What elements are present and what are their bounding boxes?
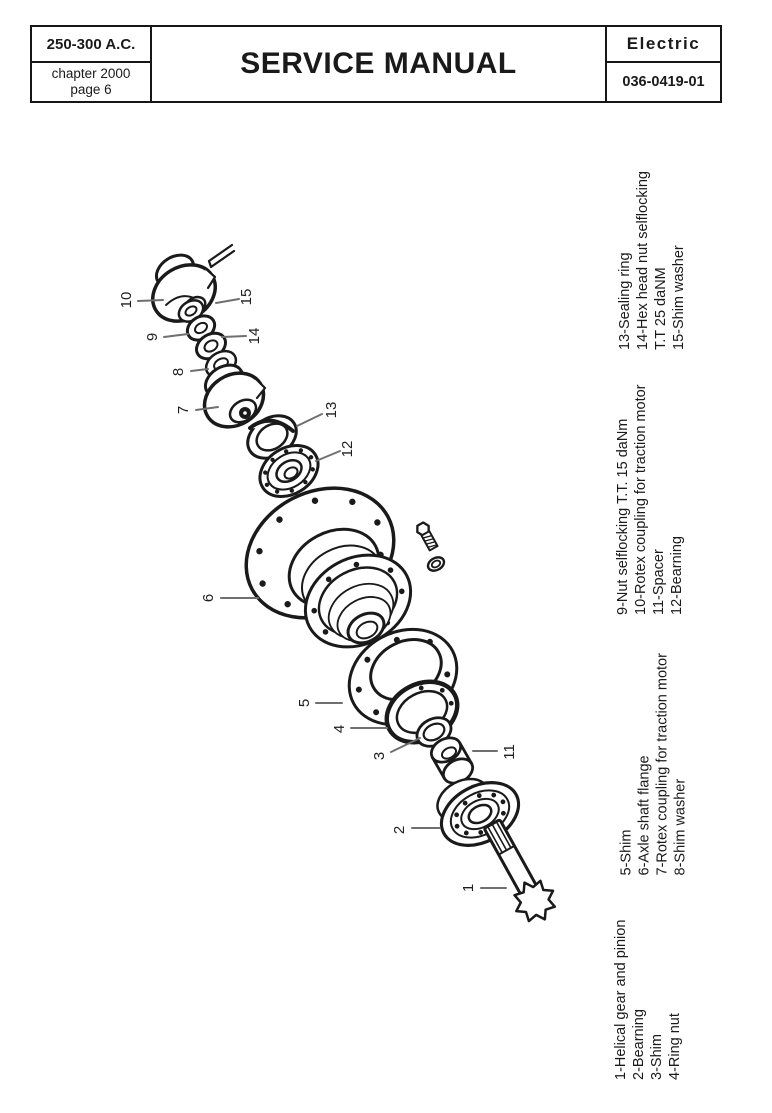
part-label-8: 8 bbox=[169, 367, 187, 377]
legend-line: 14-Hex head nut selflocking bbox=[635, 171, 651, 350]
legend-parts-5-8 bbox=[618, 641, 690, 876]
legend-parts-13-15 bbox=[616, 160, 688, 350]
legend-line: 10-Rotex coupling for traction motor bbox=[633, 384, 649, 615]
legend-line: 5-Shim bbox=[618, 829, 635, 876]
legend-parts-1-4 bbox=[612, 910, 684, 1080]
doc-number-label: 036-0419-01 bbox=[622, 74, 705, 90]
pin-part bbox=[209, 245, 234, 267]
bolt-part bbox=[415, 521, 447, 573]
part-label-11: 11 bbox=[500, 744, 518, 760]
part-label-13: 13 bbox=[322, 401, 340, 419]
model-label: 250-300 A.C. bbox=[32, 27, 150, 63]
legend-line: 2-Bearning bbox=[631, 1009, 647, 1080]
legend-line: 13-Sealing ring bbox=[617, 252, 633, 350]
legend-line: 11-Spacer bbox=[651, 549, 667, 615]
page-number-label: page 6 bbox=[70, 82, 112, 97]
legend-line: 9-Nut selflocking T.T. 15 daNm bbox=[615, 418, 631, 615]
part-label-6: 6 bbox=[199, 593, 217, 603]
legend-line: 3-Shim bbox=[649, 1034, 665, 1080]
legend-line: 12-Bearning bbox=[669, 536, 685, 615]
part-label-12: 12 bbox=[338, 440, 356, 458]
part-label-5: 5 bbox=[295, 698, 313, 708]
legend-line: 8-Shim washer bbox=[672, 778, 689, 876]
part-label-7: 7 bbox=[174, 405, 192, 415]
part-label-2: 2 bbox=[390, 825, 408, 835]
part-label-15: 15 bbox=[237, 288, 255, 306]
part-label-3: 3 bbox=[370, 751, 388, 761]
legend-line: T.T 25 daNM bbox=[653, 267, 669, 350]
bolt-washer bbox=[426, 555, 447, 574]
part-label-4: 4 bbox=[330, 724, 348, 734]
part-pinion-shaft-1 bbox=[474, 814, 564, 930]
page-title: SERVICE MANUAL bbox=[240, 47, 517, 80]
chapter-label: chapter 2000 bbox=[51, 66, 131, 81]
legend-line: 6-Axle shaft flange bbox=[636, 755, 653, 876]
part-label-1: 1 bbox=[459, 883, 477, 893]
legend-line: 1-Helical gear and pinion bbox=[613, 919, 629, 1080]
part-label-14: 14 bbox=[245, 327, 263, 345]
legend-line: 15-Shim washer bbox=[671, 245, 687, 350]
legend-parts-9-12 bbox=[614, 375, 686, 615]
brand-label: Electric bbox=[607, 27, 720, 63]
legend-line: 4-Ring nut bbox=[667, 1013, 683, 1080]
part-label-9: 9 bbox=[143, 332, 161, 342]
legend-line: 7-Rotex coupling for traction motor bbox=[654, 653, 671, 876]
part-label-10: 10 bbox=[117, 291, 135, 309]
